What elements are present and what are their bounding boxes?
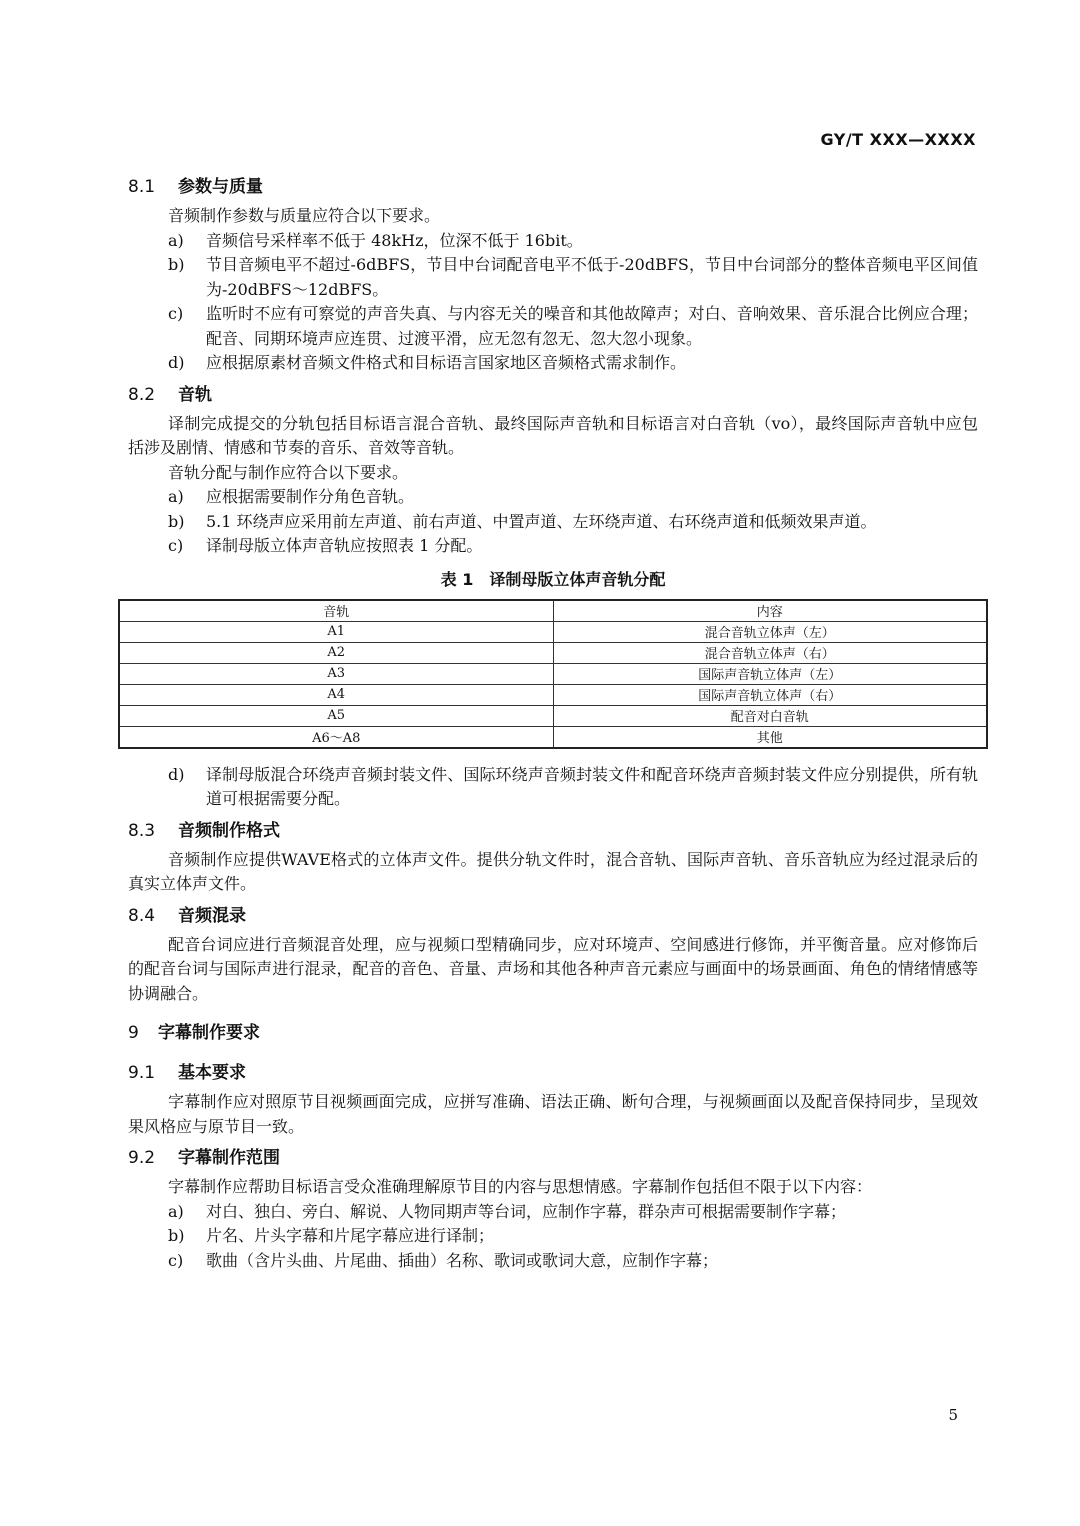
section-number: 9.1 (128, 1063, 156, 1083)
section-8-3-heading (128, 818, 978, 844)
list-marker: d) (168, 353, 185, 372)
section-number: 8.2 (128, 384, 156, 405)
section-8-1-heading (128, 174, 978, 200)
section-8-2-heading (128, 382, 978, 408)
section-9-1-paragraph: 字幕制作应对照原节目视频画面完成，应拼写准确、语法正确、断句合理，与视频画面以及配音保持同步，呈现效果风格应与原节目一致。 (128, 1092, 978, 1136)
list-item (128, 253, 978, 302)
table-cell: 国际声音轨立体声（右） (553, 684, 987, 705)
section-number: 8.3 (128, 820, 156, 841)
list-text: 监听时不应有可察觉的声音失真、与内容无关的噪音和其他故障声；对白、音响效果、音乐混合比例应合理；配音、同期环境声应连贯、过渡平滑，应无忽有忽无、忽大忽小现象。 (206, 304, 978, 348)
table-header-cell: 音轨 (119, 600, 553, 622)
list-text: 5.1 环绕声应采用前左声道、前右声道、中置声道、左环绕声道、右环绕声道和低频效果声道。 (206, 511, 877, 531)
list-item (128, 302, 978, 351)
list-item (128, 1200, 978, 1225)
section-8-4-paragraph: 配音台词应进行音频混音处理，应与视频口型精确同步，应对环境声、空间感进行修饰，并平衡音量。应对修饰后的配音台词与国际声进行混录，配音的音色、音量、声场和其他各种声音元素应与画面中的场景画面、角色的情绪情感等协调融合。 (128, 934, 978, 1003)
list-text: 应根据需要制作分角色音轨。 (206, 487, 415, 506)
list-item (128, 763, 978, 812)
section-number: 9.2 (128, 1148, 156, 1168)
list-item (128, 229, 978, 254)
list-item (128, 534, 978, 559)
list-marker: a) (168, 230, 184, 250)
list-text: 译制母版立体声音轨应按照表 1 分配。 (206, 536, 483, 555)
list-marker: b) (168, 511, 185, 531)
table-row (119, 642, 987, 663)
list-item (128, 351, 978, 376)
page-number: 5 (948, 1406, 958, 1424)
section-title: 参数与质量 (178, 177, 263, 197)
table-cell: A1 (119, 621, 553, 642)
list-text: 应根据原素材音频文件格式和目标语言国家地区音频格式需求制作。 (206, 353, 687, 372)
section-8-1-intro: 音频制作参数与质量应符合以下要求。 (168, 206, 441, 225)
section-9-2-heading (128, 1145, 978, 1171)
table-cell: 配音对白音轨 (553, 705, 987, 726)
section-title: 音轨 (178, 384, 212, 405)
table-cell: 国际声音轨立体声（左） (553, 663, 987, 684)
table-cell: A2 (119, 642, 553, 663)
section-8-3-paragraph: 音频制作应提供WAVE格式的立体声文件。提供分轨文件时，混合音轨、国际声音轨、音乐音轨应为经过混录后的真实立体声文件。 (128, 849, 978, 893)
list-text: 歌曲（含片头曲、片尾曲、插曲）名称、歌词或歌词大意，应制作字幕； (206, 1250, 719, 1270)
list-marker: a) (168, 1201, 184, 1221)
list-marker: c) (168, 1250, 184, 1270)
section-8-2-paragraph: 音轨分配与制作应符合以下要求。 (168, 462, 409, 482)
table-row (119, 705, 987, 726)
section-title: 基本要求 (178, 1063, 246, 1083)
list-item (128, 1224, 978, 1249)
page-content (128, 174, 978, 1273)
section-8-4-heading (128, 903, 978, 929)
list-text: 译制母版混合环绕声音频封装文件、国际环绕声音频封装文件和配音环绕声音频封装文件应分别提供，所有轨道可根据需要分配。 (206, 764, 978, 808)
standard-code: GY/T XXX—XXXX (820, 130, 976, 149)
table-row (119, 663, 987, 684)
list-marker: d) (168, 764, 185, 784)
list-text: 对白、独白、旁白、解说、人物同期声等台词，应制作字幕，群杂声可根据需要制作字幕； (206, 1201, 847, 1221)
list-item (128, 485, 978, 510)
section-title: 音频制作格式 (178, 820, 280, 841)
chapter-title: 字幕制作要求 (158, 1023, 260, 1043)
table-cell: A5 (119, 705, 553, 726)
section-number: 8.4 (128, 905, 156, 926)
table-row (119, 621, 987, 642)
section-title: 字幕制作范围 (178, 1148, 280, 1168)
table-row (119, 684, 987, 705)
list-marker: c) (168, 304, 184, 323)
table-header-cell: 内容 (553, 600, 987, 622)
section-8-2-paragraph: 译制完成提交的分轨包括目标语言混合音轨、最终国际声音轨和目标语言对白音轨（vo），最终国际声音轨中应包括涉及剧情、情感和节奏的音乐、音效等音轨。 (128, 413, 978, 457)
list-marker: c) (168, 536, 184, 555)
list-marker: a) (168, 487, 184, 506)
table-cell: 其他 (553, 726, 987, 748)
track-allocation-table (118, 599, 988, 749)
chapter-9-heading (128, 1020, 978, 1046)
section-number: 8.1 (128, 177, 156, 197)
section-9-1-heading (128, 1060, 978, 1086)
list-marker: b) (168, 255, 185, 274)
table-row (119, 726, 987, 748)
list-text: 音频信号采样率不低于 48kHz，位深不低于 16bit。 (206, 230, 583, 250)
table-cell: 混合音轨立体声（左） (553, 621, 987, 642)
list-item (128, 1249, 978, 1274)
section-9-2-paragraph: 字幕制作应帮助目标语言受众准确理解原节目的内容与思想情感。字幕制作包括但不限于以下内容： (168, 1177, 873, 1196)
table-cell: 混合音轨立体声（右） (553, 642, 987, 663)
table-header-row (119, 600, 987, 622)
table-cell: A6～A8 (119, 726, 553, 748)
chapter-number: 9 (128, 1023, 139, 1043)
list-text: 片名、片头字幕和片尾字幕应进行译制； (206, 1226, 495, 1245)
section-title: 音频混录 (178, 905, 246, 926)
table-cell: A3 (119, 663, 553, 684)
list-text: 节目音频电平不超过-6dBFS，节目中台词配音电平不低于-20dBFS，节目中台词部分的整体音频电平区间值为-20dBFS～12dBFS。 (206, 255, 978, 299)
list-marker: b) (168, 1226, 185, 1245)
list-item (128, 510, 978, 535)
table-title: 表 1 译制母版立体声音轨分配 (440, 569, 666, 589)
table-cell: A4 (119, 684, 553, 705)
